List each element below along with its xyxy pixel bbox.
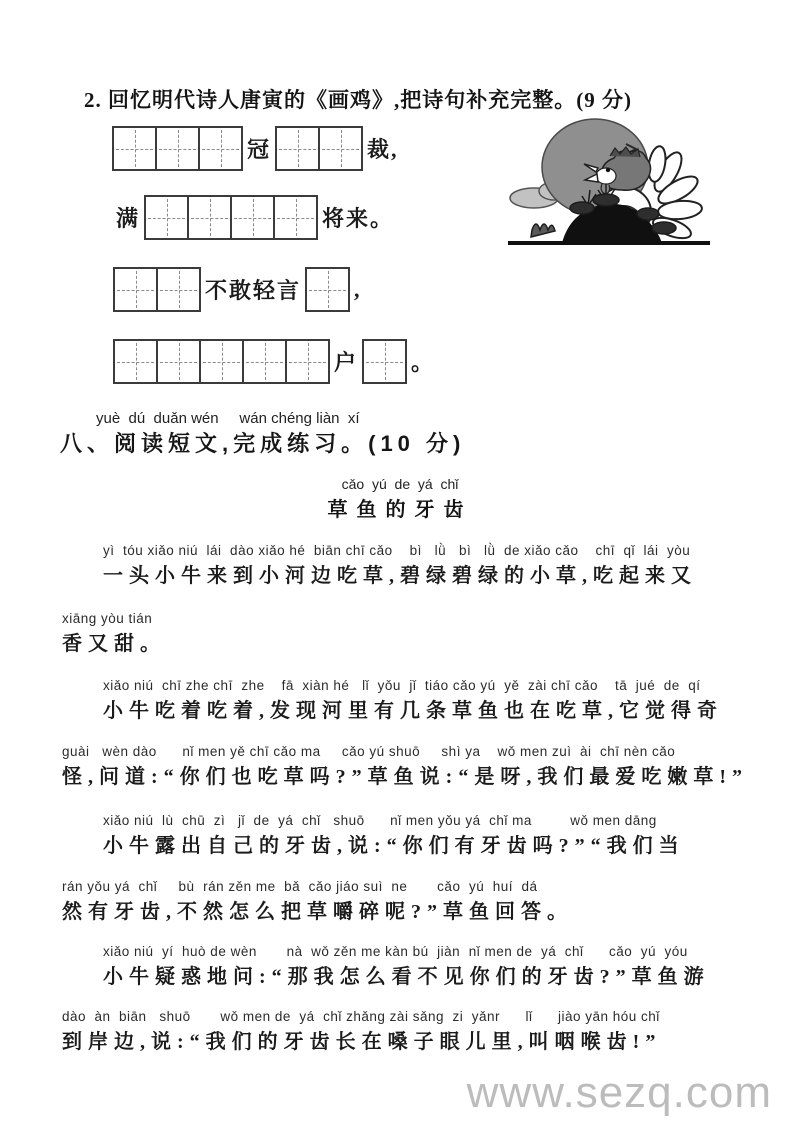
grid-text: ,	[354, 276, 362, 302]
grid-text: 裁,	[367, 137, 399, 162]
answer-grid-row	[113, 339, 439, 384]
tianzige-box-group	[305, 267, 350, 312]
pinyin-line: xiǎo niú yí huò de wèn nà wǒ zěn me kàn bú jiàn nǐ men de yá chǐ cǎo yú yóu	[103, 944, 688, 959]
tianzige-box-group	[362, 339, 407, 384]
grid-text: 户	[334, 350, 359, 375]
tianzige-box	[230, 195, 275, 240]
passage-title-block	[0, 476, 800, 522]
passage-line	[103, 813, 685, 858]
pinyin-line: xiāng yòu tián	[62, 611, 153, 626]
passage-line	[62, 611, 166, 656]
tianzige-box	[275, 126, 320, 171]
section-8-heading: 八、阅读短文,完成练习。(10 分)	[60, 431, 466, 456]
answer-grid-row	[112, 195, 398, 240]
pinyin-line: yì tóu xiǎo niú lái dào xiǎo hé biān chī cǎo bì lǜ bì lǜ de xiǎo cǎo chī qǐ lái yòu	[103, 543, 691, 558]
grid-text: 冠	[247, 137, 272, 162]
tianzige-box-group	[275, 126, 363, 171]
answer-grid-row	[113, 267, 366, 312]
hanzi-line: 香又甜。	[62, 633, 166, 655]
tianzige-box	[318, 126, 363, 171]
tianzige-box-group	[112, 126, 243, 171]
hanzi-line: 一头小牛来到小河边吃草,碧绿碧绿的小草,吃起来又	[103, 565, 697, 587]
tianzige-box	[112, 126, 157, 171]
tianzige-box	[362, 339, 407, 384]
tianzige-box-group	[144, 195, 318, 240]
grid-text: 不敢轻言	[205, 278, 302, 303]
tianzige-box	[198, 126, 243, 171]
tianzige-box	[113, 267, 158, 312]
tianzige-box-group	[113, 339, 330, 384]
tianzige-box	[156, 267, 201, 312]
passage-line	[103, 543, 697, 588]
pinyin-line: guài wèn dào nǐ men yě chī cǎo ma cǎo yú shuō shì ya wǒ men zuì ài chī nèn cǎo	[62, 744, 676, 759]
section-8-pinyin: yuè dú duǎn wén wán chéng liàn xí	[96, 410, 360, 427]
watermark: www.sezq.com	[466, 1068, 772, 1117]
tianzige-box	[199, 339, 244, 384]
tianzige-box	[273, 195, 318, 240]
tianzige-box	[113, 339, 158, 384]
tianzige-box	[285, 339, 330, 384]
hanzi-line: 小牛露出自己的牙齿,说:“你们有牙齿吗?”“我们当	[103, 835, 685, 857]
passage-line	[103, 678, 723, 723]
hanzi-line: 怪,问道:“你们也吃草吗?”草鱼说:“是呀,我们最爱吃嫩草!”	[62, 766, 748, 788]
hanzi-line: 然有牙齿,不然怎么把草嚼碎呢?”草鱼回答。	[62, 901, 573, 923]
pinyin-line: xiǎo niú chī zhe chī zhe fā xiàn hé lǐ yǒu jǐ tiáo cǎo yú yě zài chī cǎo tā jué de qí	[103, 678, 701, 693]
hanzi-line: 小牛疑惑地问:“那我怎么看不见你们的牙齿?”草鱼游	[103, 966, 710, 988]
passage-line	[62, 1009, 661, 1054]
pinyin-line: rán yǒu yá chǐ bù rán zěn me bǎ cǎo jiáo suì ne cǎo yú huí dá	[62, 879, 538, 894]
passage-line	[62, 879, 573, 924]
passage-title-pinyin: cǎo yú de yá chǐ	[341, 476, 459, 492]
hanzi-line: 小牛吃着吃着,发现河里有几条草鱼也在吃草,它觉得奇	[103, 700, 723, 722]
tianzige-box	[242, 339, 287, 384]
tianzige-box	[155, 126, 200, 171]
passage-title: 草鱼的牙齿	[327, 499, 473, 521]
grid-text: 满	[116, 206, 141, 231]
grid-text: 将来。	[322, 206, 395, 231]
answer-grid-row	[112, 126, 403, 171]
question-2-heading: 2. 回忆明代诗人唐寅的《画鸡》,把诗句补充完整。(9 分)	[84, 88, 632, 112]
tianzige-box	[305, 267, 350, 312]
pinyin-line: xiǎo niú lù chū zì jǐ de yá chǐ shuō nǐ men yǒu yá chǐ ma wǒ men dāng	[103, 813, 657, 828]
pinyin-line: dào àn biān shuō wǒ men de yá chǐ zhǎng zài sǎng zi yǎnr lǐ jiào yān hóu chǐ	[62, 1009, 660, 1024]
grid-text: 。	[411, 350, 436, 375]
passage-line	[103, 944, 710, 989]
rooster-sunrise-illustration	[502, 110, 717, 250]
tianzige-box	[187, 195, 232, 240]
hanzi-line: 到岸边,说:“我们的牙齿长在嗓子眼儿里,叫咽喉齿!”	[62, 1031, 662, 1053]
passage-line	[62, 744, 748, 789]
tianzige-box	[144, 195, 189, 240]
tianzige-box-group	[113, 267, 201, 312]
tianzige-box	[156, 339, 201, 384]
